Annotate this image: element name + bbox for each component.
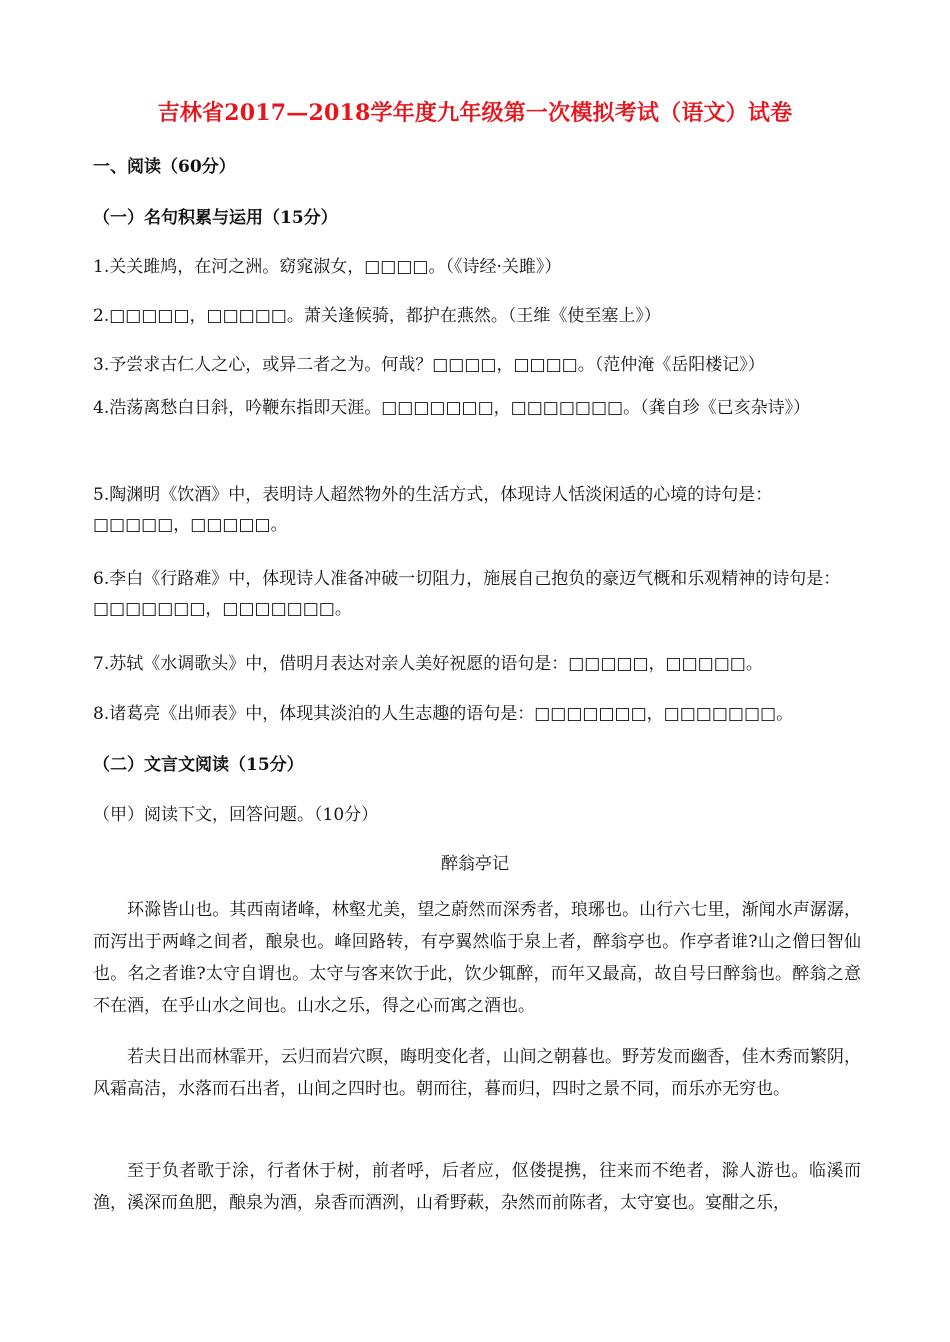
question-4: 4.浩荡离愁白日斜，吟鞭东指即天涯。□□□□□□□，□□□□□□□。（龚自珍《已亥杂诗》） <box>93 398 811 418</box>
subsection-heading-classical: （二）文言文阅读（15分） <box>93 755 304 775</box>
section-heading-reading: 一、阅读（60分） <box>93 157 236 177</box>
subsection-heading-quotes: （一）名句积累与运用（15分） <box>93 208 338 228</box>
question-6: 6.李白《行路难》中，体现诗人准备冲破一切阻力，施展自己抱负的豪迈气概和乐观精神的诗句是：□□□□□□□，□□□□□□□。 <box>93 569 841 619</box>
essay-paragraph-3: 至于负者歌于涂，行者休于树，前者呼，后者应，伛偻提携，往来而不绝者，滁人游也。临溪而渔，溪深而鱼肥，酿泉为酒，泉香而酒洌，山肴野蔌，杂然而前陈者，太守宴也。宴酣之乐， <box>93 1161 861 1213</box>
reading-instruction: （甲）阅读下文，回答问题。（10分） <box>93 805 379 825</box>
essay-paragraph-1: 环滁皆山也。其西南诸峰，林壑尤美，望之蔚然而深秀者，琅琊也。山行六七里，渐闻水声潺潺，而泻出于两峰之间者，酿泉也。峰回路转，有亭翼然临于泉上者，醉翁亭也。作亭者谁?山之僧曰智仙也。名之者谁?太守自谓也。太守与客来饮于此，饮少辄醉，而年又最高，故自号曰醉翁也。醉翁之意不在酒，在乎山水之间也。山水之乐，得之心而寓之酒也。 <box>93 900 861 1016</box>
question-2: 2.□□□□□，□□□□□。萧关逢候骑，都护在燕然。（王维《使至塞上》） <box>93 306 661 326</box>
page-title: 吉林省2017—2018学年度九年级第一次模拟考试（语文）试卷 <box>157 100 793 126</box>
question-1: 1.关关雎鸠，在河之洲。窈窕淑女，□□□□。（《诗经·关雎》） <box>93 257 562 277</box>
question-7: 7.苏轼《水调歌头》中，借明月表达对亲人美好祝愿的语句是：□□□□□，□□□□□。 <box>93 654 763 674</box>
question-3: 3.予尝求古仁人之心，或异二者之为。何哉？□□□□，□□□□。（范仲淹《岳阳楼记》） <box>93 355 765 375</box>
essay-title: 醉翁亭记 <box>441 854 509 874</box>
question-8: 8.诸葛亮《出师表》中，体现其淡泊的人生志趣的语句是：□□□□□□□，□□□□□□□。 <box>93 704 794 724</box>
question-5: 5.陶渊明《饮酒》中，表明诗人超然物外的生活方式，体现诗人恬淡闲适的心境的诗句是：□□□□□，□□□□□。 <box>93 485 773 535</box>
essay-paragraph-2: 若夫日出而林霏开，云归而岩穴暝，晦明变化者，山间之朝暮也。野芳发而幽香，佳木秀而繁阴，风霜高洁，水落而石出者，山间之四时也。朝而往，暮而归，四时之景不同，而乐亦无穷也。 <box>93 1047 861 1099</box>
